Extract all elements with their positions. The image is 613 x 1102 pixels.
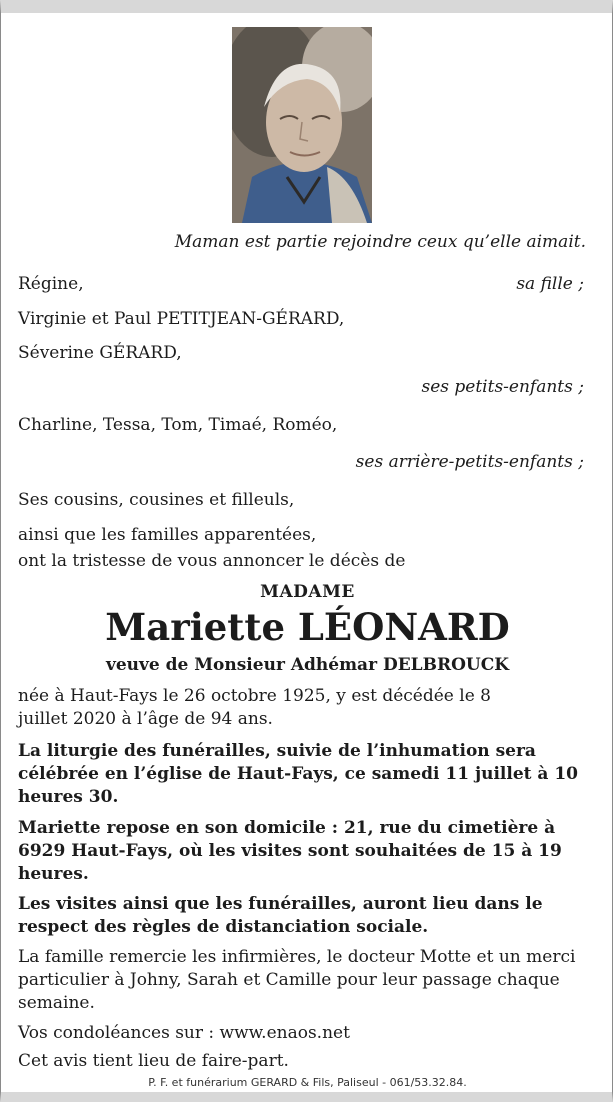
notice-line: Cet avis tient lieu de faire-part. [18,1051,289,1071]
cousins-line: Ses cousins, cousines et filleuls, [18,490,295,510]
thanks-message: La famille remercie les infirmières, le docteur Motte et un merci particulier à Johny, Sarah et Camille pour leur passage chaque semaine. [18,947,576,1013]
daughter-role: sa fille ; [516,274,584,294]
widow-of: veuve de Monsieur Adhémar DELBROUCK [105,655,510,675]
great-grandchildren: Charline, Tessa, Tom, Timaé, Roméo, [18,415,338,435]
grandchild-1: Virginie et Paul PETITJEAN-GÉRARD, [18,309,345,329]
deceased-name: Mariette LÉONARD [105,605,510,649]
announce-line: ont la tristesse de vous annoncer le décès de [18,551,406,571]
rest-details: Mariette repose en son domicile : 21, rue du cimetière à 6929 Haut-Fays, où les visites sont souhaitées de 15 à 19 heures. [18,818,562,884]
condolences-line: Vos condoléances sur : www.enaos.net [18,1023,350,1043]
funeral-home-footer: P. F. et funérarium GERARD & Fils, Paliseul - 061/53.32.84. [148,1076,467,1089]
distancing-notice: Les visites ainsi que les funérailles, auront lieu dans le respect des règles de distanciation sociale. [18,894,543,937]
portrait-image [232,27,372,223]
quote: Maman est partie rejoindre ceux qu’elle aimait. [174,232,586,252]
families-line: ainsi que les familles apparentées, [18,525,317,545]
great-grandchildren-role: ses arrière-petits-enfants ; [355,452,584,472]
grandchild-2: Séverine GÉRARD, [18,343,182,363]
honorific: MADAME [260,582,355,602]
daughter-name: Régine, [18,274,84,294]
grandchildren-role: ses petits-enfants ; [421,377,584,397]
birth-death-details: née à Haut-Fays le 26 octobre 1925, y est décédée le 8 juillet 2020 à l’âge de 94 ans. [18,686,491,729]
portrait-photo [232,27,372,223]
funeral-details: La liturgie des funérailles, suivie de l’inhumation sera célébrée en l’église de Haut-Fays, ce samedi 11 juillet à 10 heures 30. [18,741,579,807]
